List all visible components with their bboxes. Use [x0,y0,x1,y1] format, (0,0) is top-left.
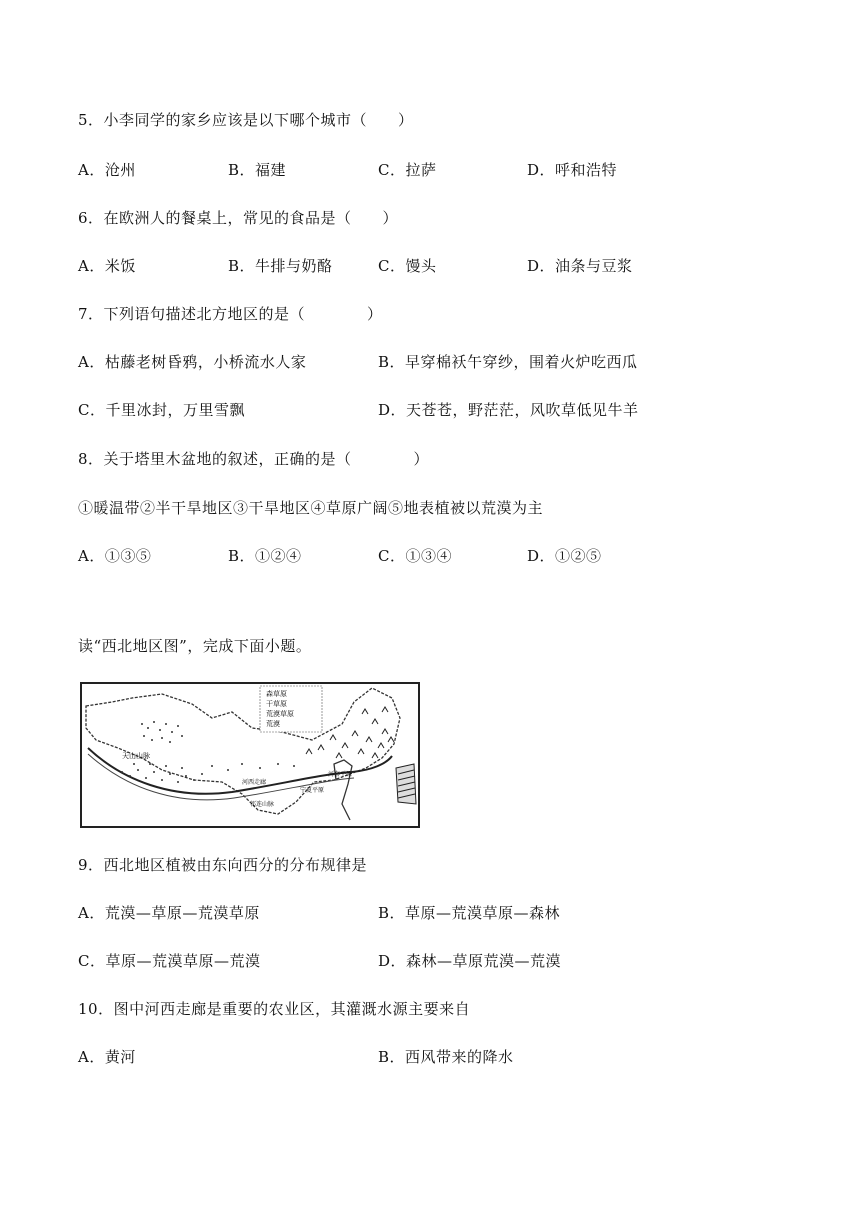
q5-option-c: C．拉萨 [378,161,437,179]
q6-option-b: B．牛排与奶酪 [228,257,333,275]
q5-option-d: D．呼和浩特 [527,161,618,179]
map-legend [260,686,322,732]
q8-option-b: B．①②④ [228,547,302,565]
q9-option-d: D．森林—草原荒漠—荒漠 [378,952,562,970]
label-ningxia: 宁夏平原 [300,787,325,794]
q8-statements: ①暖温带②半干旱地区③干旱地区④草原广阔⑤地表植被以荒漠为主 [78,499,544,517]
q7-option-c: C．千里冰封，万里雪飘 [78,401,245,419]
q5-option-b: B．福建 [228,161,287,179]
q7-stem: 7．下列语句描述北方地区的是（ ） [78,305,383,323]
legend-item-desert-steppe: 荒漠草原 [266,710,294,718]
q10-stem: 10．图中河西走廊是重要的农业区，其灌溉水源主要来自 [78,1000,471,1018]
region-boundary [86,688,400,814]
q7-option-b: B．早穿棉袄午穿纱，围着火炉吃西瓜 [378,353,638,371]
q7-option-d: D．天苍苍，野茫茫，风吹草低见牛羊 [378,401,639,419]
legend-item-dry-steppe: 干草原 [266,700,287,708]
reading-intro: 读“西北地区图”，完成下面小题。 [78,637,312,655]
q9-option-b: B．草原—荒漠草原—森林 [378,904,561,922]
q8-option-d: D．①②⑤ [527,547,602,565]
northwest-map [80,682,420,828]
q6-option-d: D．油条与豆浆 [527,257,633,275]
q6-option-c: C．馒头 [378,257,437,275]
q8-option-c: C．①③④ [378,547,452,565]
q10-option-b: B．西风带来的降水 [378,1048,514,1066]
label-qilian: 祁连山脉 [250,801,275,808]
q8-stem: 8．关于塔里木盆地的叙述，正确的是（ ） [78,450,430,468]
yellow-river [334,760,352,820]
label-tianshan: 天山山脉 [122,752,150,760]
q6-option-a: A．米饭 [78,257,136,275]
q5-stem: 5．小李同学的家乡应该是以下哪个城市（ ） [78,111,414,129]
q10-option-a: A．黄河 [78,1048,136,1066]
legend-item-forest-steppe: 森草原 [266,690,287,698]
legend-item-desert: 荒漠 [266,720,280,728]
q6-stem: 6．在欧洲人的餐桌上，常见的食品是（ ） [78,209,399,227]
hatched-area [396,764,416,804]
q5-option-a: A．沧州 [78,161,136,179]
q9-stem: 9．西北地区植被由东向西分的分布规律是 [78,856,368,874]
label-hetao: 河套平原 [328,771,353,778]
q9-option-c: C．草原—荒漠草原—荒漠 [78,952,261,970]
q8-option-a: A．①③⑤ [78,547,152,565]
q9-option-a: A．荒漠—草原—荒漠草原 [78,904,260,922]
label-hexi: 河西走廊 [242,779,267,786]
q7-option-a: A．枯藤老树昏鸦，小桥流水人家 [78,353,307,371]
